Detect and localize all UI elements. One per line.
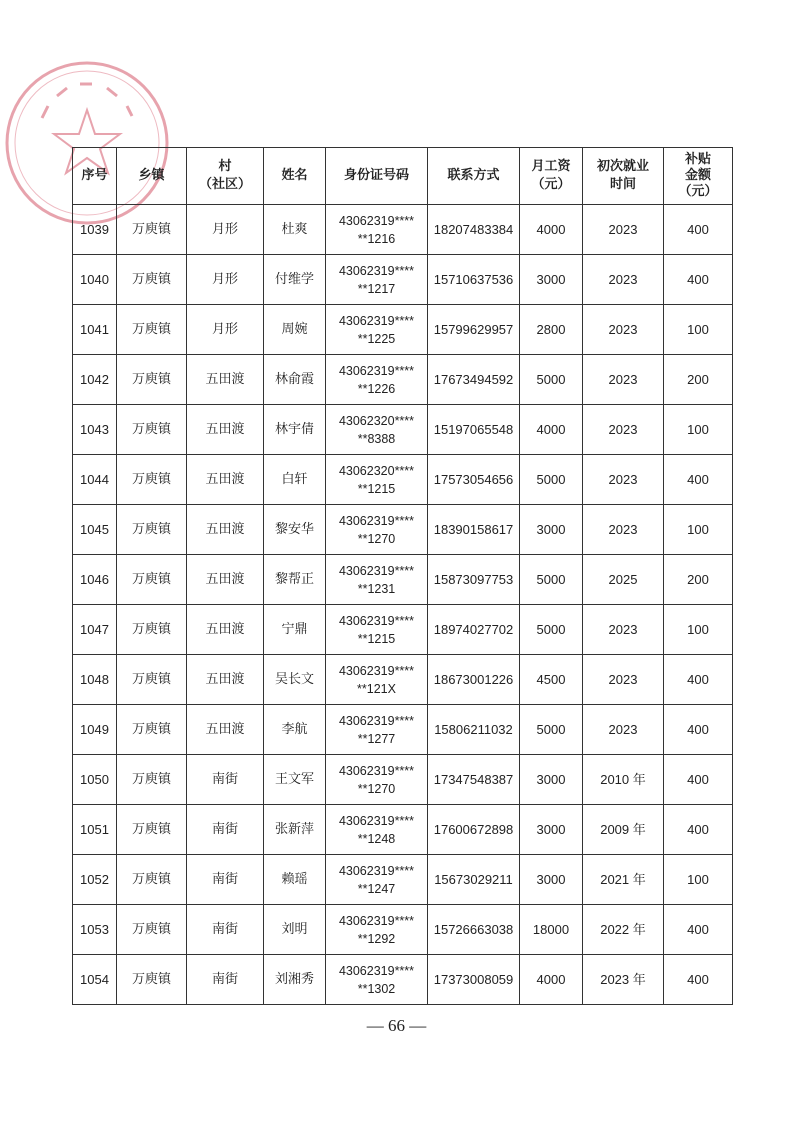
cell-salary: 18000 [520,905,583,955]
table-row [73,805,733,855]
cell-name: 宁鼎 [264,605,326,655]
cell-village: 月形 [187,205,264,255]
cell-town: 万庾镇 [117,605,187,655]
header-id: 身份证号码 [326,148,428,205]
cell-seq: 1043 [73,405,117,455]
cell-seq: 1050 [73,755,117,805]
cell-first-job: 2023 [583,355,664,405]
cell-phone: 18974027702 [428,605,520,655]
cell-salary: 4000 [520,405,583,455]
table-row [73,405,733,455]
cell-salary: 4000 [520,205,583,255]
cell-id: 43062319**** **1292 [326,905,428,955]
cell-first-job: 2022 年 [583,905,664,955]
table-header-row [73,148,733,205]
cell-id: 43062319**** **1226 [326,355,428,405]
cell-seq: 1048 [73,655,117,705]
cell-village: 五田渡 [187,705,264,755]
cell-first-job: 2009 年 [583,805,664,855]
cell-phone: 17600672898 [428,805,520,855]
cell-phone: 17573054656 [428,455,520,505]
cell-salary: 3000 [520,855,583,905]
cell-seq: 1053 [73,905,117,955]
cell-first-job: 2023 [583,205,664,255]
cell-first-job: 2021 年 [583,855,664,905]
cell-seq: 1052 [73,855,117,905]
cell-first-job: 2023 [583,705,664,755]
cell-name: 王文军 [264,755,326,805]
cell-id: 43062319**** **1302 [326,955,428,1005]
cell-subsidy: 100 [664,505,733,555]
cell-subsidy: 100 [664,305,733,355]
cell-name: 白轩 [264,455,326,505]
cell-seq: 1040 [73,255,117,305]
cell-name: 刘湘秀 [264,955,326,1005]
cell-town: 万庾镇 [117,505,187,555]
cell-first-job: 2010 年 [583,755,664,805]
cell-phone: 17347548387 [428,755,520,805]
cell-first-job: 2023 [583,305,664,355]
table-row [73,605,733,655]
cell-subsidy: 400 [664,455,733,505]
cell-town: 万庾镇 [117,705,187,755]
cell-phone: 15673029211 [428,855,520,905]
cell-id: 43062320**** **1215 [326,455,428,505]
cell-seq: 1041 [73,305,117,355]
cell-town: 万庾镇 [117,255,187,305]
cell-phone: 15806211032 [428,705,520,755]
header-first-job: 初次就业 时间 [583,148,664,205]
cell-village: 南街 [187,755,264,805]
cell-town: 万庾镇 [117,855,187,905]
cell-name: 林俞霞 [264,355,326,405]
cell-first-job: 2023 [583,605,664,655]
cell-subsidy: 400 [664,955,733,1005]
cell-id: 43062319**** **1231 [326,555,428,605]
cell-phone: 15710637536 [428,255,520,305]
cell-subsidy: 200 [664,355,733,405]
cell-salary: 4500 [520,655,583,705]
cell-id: 43062319**** **1247 [326,855,428,905]
cell-subsidy: 100 [664,605,733,655]
cell-name: 周婉 [264,305,326,355]
header-subsidy: 补贴 金额 （元） [664,148,733,205]
cell-id: 43062319**** **1216 [326,205,428,255]
cell-salary: 3000 [520,255,583,305]
cell-subsidy: 400 [664,655,733,705]
cell-subsidy: 100 [664,405,733,455]
cell-salary: 3000 [520,755,583,805]
cell-name: 杜爽 [264,205,326,255]
cell-first-job: 2023 [583,405,664,455]
cell-first-job: 2023 年 [583,955,664,1005]
cell-village: 五田渡 [187,405,264,455]
table-row [73,455,733,505]
cell-id: 43062319**** **121X [326,655,428,705]
header-salary: 月工资 （元） [520,148,583,205]
cell-village: 南街 [187,905,264,955]
header-name: 姓名 [264,148,326,205]
cell-id: 43062319**** **1270 [326,505,428,555]
cell-village: 南街 [187,855,264,905]
cell-salary: 3000 [520,805,583,855]
cell-seq: 1042 [73,355,117,405]
cell-salary: 5000 [520,705,583,755]
cell-phone: 18673001226 [428,655,520,705]
table-row [73,705,733,755]
table-row [73,655,733,705]
cell-town: 万庾镇 [117,405,187,455]
cell-salary: 5000 [520,355,583,405]
cell-seq: 1039 [73,205,117,255]
cell-town: 万庾镇 [117,455,187,505]
cell-salary: 4000 [520,955,583,1005]
table-row [73,555,733,605]
cell-seq: 1047 [73,605,117,655]
cell-salary: 2800 [520,305,583,355]
cell-id: 43062319**** **1277 [326,705,428,755]
table-row [73,955,733,1005]
cell-name: 黎帮正 [264,555,326,605]
cell-village: 五田渡 [187,555,264,605]
cell-first-job: 2023 [583,655,664,705]
cell-town: 万庾镇 [117,555,187,605]
cell-first-job: 2023 [583,455,664,505]
cell-id: 43062319**** **1225 [326,305,428,355]
cell-village: 月形 [187,255,264,305]
cell-phone: 15726663038 [428,905,520,955]
cell-seq: 1049 [73,705,117,755]
cell-phone: 18207483384 [428,205,520,255]
cell-name: 赖瑶 [264,855,326,905]
cell-subsidy: 400 [664,205,733,255]
cell-id: 43062319**** **1270 [326,755,428,805]
cell-phone: 17373008059 [428,955,520,1005]
cell-village: 五田渡 [187,355,264,405]
cell-town: 万庾镇 [117,655,187,705]
cell-subsidy: 100 [664,855,733,905]
cell-id: 43062319**** **1248 [326,805,428,855]
cell-salary: 5000 [520,455,583,505]
cell-town: 万庾镇 [117,955,187,1005]
cell-seq: 1054 [73,955,117,1005]
cell-town: 万庾镇 [117,805,187,855]
table-row [73,205,733,255]
cell-first-job: 2023 [583,255,664,305]
table-row [73,355,733,405]
cell-name: 吴长文 [264,655,326,705]
cell-name: 付维学 [264,255,326,305]
cell-id: 43062319**** **1217 [326,255,428,305]
cell-seq: 1046 [73,555,117,605]
cell-seq: 1044 [73,455,117,505]
cell-subsidy: 400 [664,905,733,955]
cell-name: 林宇倩 [264,405,326,455]
cell-village: 南街 [187,805,264,855]
cell-town: 万庾镇 [117,905,187,955]
cell-salary: 5000 [520,605,583,655]
cell-village: 南街 [187,955,264,1005]
cell-village: 五田渡 [187,605,264,655]
cell-subsidy: 400 [664,755,733,805]
header-village: 村 （社区） [187,148,264,205]
cell-first-job: 2025 [583,555,664,605]
cell-village: 五田渡 [187,655,264,705]
cell-phone: 15873097753 [428,555,520,605]
cell-village: 月形 [187,305,264,355]
cell-seq: 1051 [73,805,117,855]
cell-salary: 5000 [520,555,583,605]
cell-name: 刘明 [264,905,326,955]
cell-name: 李航 [264,705,326,755]
cell-village: 五田渡 [187,455,264,505]
cell-town: 万庾镇 [117,305,187,355]
cell-name: 张新萍 [264,805,326,855]
table-row [73,255,733,305]
table-row [73,755,733,805]
cell-first-job: 2023 [583,505,664,555]
cell-phone: 17673494592 [428,355,520,405]
cell-phone: 18390158617 [428,505,520,555]
cell-subsidy: 400 [664,805,733,855]
cell-town: 万庾镇 [117,755,187,805]
cell-phone: 15197065548 [428,405,520,455]
header-seq: 序号 [73,148,117,205]
cell-salary: 3000 [520,505,583,555]
cell-id: 43062319**** **1215 [326,605,428,655]
cell-village: 五田渡 [187,505,264,555]
table-row [73,855,733,905]
table-row [73,305,733,355]
cell-town: 万庾镇 [117,355,187,405]
table-row [73,505,733,555]
cell-subsidy: 400 [664,255,733,305]
cell-subsidy: 200 [664,555,733,605]
page-number: — 66 — [366,1016,427,1035]
cell-town: 万庾镇 [117,205,187,255]
table-row [73,905,733,955]
header-contact: 联系方式 [428,148,520,205]
header-town: 乡镇 [117,148,187,205]
cell-phone: 15799629957 [428,305,520,355]
cell-subsidy: 400 [664,705,733,755]
cell-name: 黎安华 [264,505,326,555]
subsidy-table [72,147,733,1005]
cell-seq: 1045 [73,505,117,555]
cell-id: 43062320**** **8388 [326,405,428,455]
